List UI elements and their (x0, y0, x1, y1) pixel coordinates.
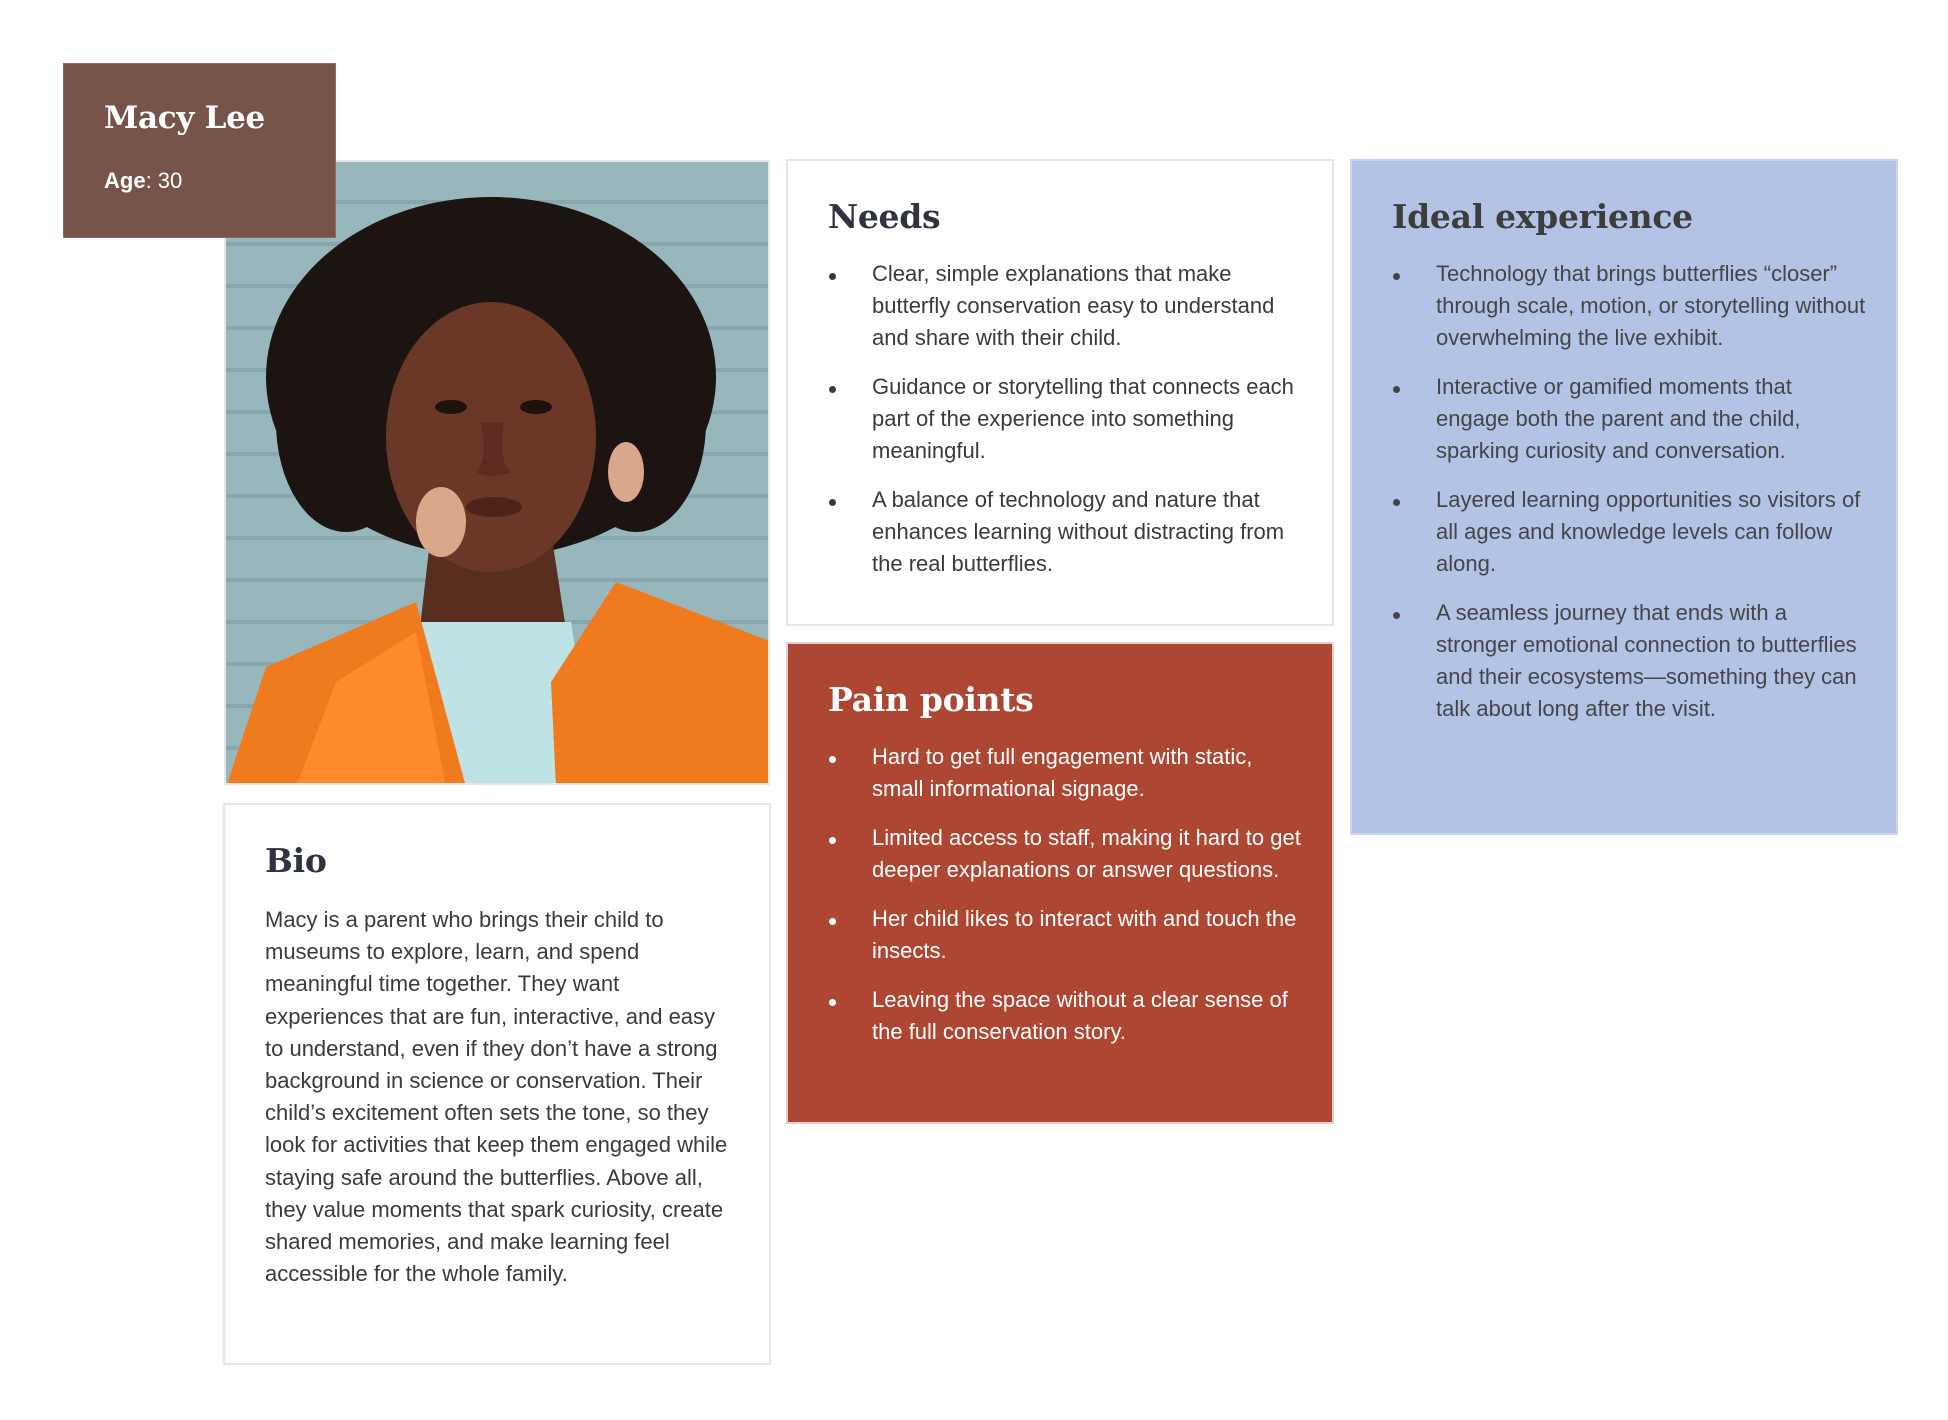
pain-point-item: Limited access to staff, making it hard to get deeper explanations or answer questions. (828, 822, 1302, 886)
age-value: 30 (157, 168, 183, 193)
pain-points-list (828, 741, 1302, 1048)
bio-card (223, 803, 771, 1365)
ideal-experience-card (1350, 159, 1898, 835)
persona-name-card (63, 63, 336, 238)
ideal-experience-heading: Ideal experience (1392, 197, 1693, 236)
ideal-experience-item: Technology that brings butterflies “closer” through scale, motion, or storytelling without overwhelming the live exhibit. (1392, 258, 1866, 354)
needs-heading: Needs (828, 197, 941, 236)
pain-points-heading: Pain points (828, 680, 1034, 719)
pain-point-item: Leaving the space without a clear sense of the full conservation story. (828, 984, 1302, 1048)
ideal-experience-item: Layered learning opportunities so visitors of all ages and knowledge levels can follow along. (1392, 484, 1866, 580)
pain-points-card (786, 642, 1334, 1124)
needs-item: Guidance or storytelling that connects each part of the experience into something meaningful. (828, 371, 1302, 467)
ideal-experience-list (1392, 258, 1866, 725)
persona-age: Age: 30 (104, 168, 183, 193)
age-label: Age (104, 168, 146, 193)
pain-point-item: Hard to get full engagement with static, small informational signage. (828, 741, 1302, 805)
ideal-experience-item: Interactive or gamified moments that engage both the parent and the child, sparking curiosity and conversation. (1392, 371, 1866, 467)
bio-text: Macy is a parent who brings their child to museums to explore, learn, and spend meaningful time together. They want experiences that are fun, interactive, and easy to understand, even if they don’t have a strong background in science or conservation. Their child’s excitement often sets the tone, so they look for activities that keep them engaged while staying safe around the butterflies. Above all, they value moments that spark curiosity, create shared memories, and make learning feel accessible for the whole family. (265, 907, 728, 1287)
persona-name: Macy Lee (104, 100, 265, 136)
ideal-experience-item: A seamless journey that ends with a stronger emotional connection to butterflies and their ecosystems—something they can talk about long after the visit. (1392, 597, 1866, 725)
pain-point-item: Her child likes to interact with and touch the insects. (828, 903, 1302, 967)
persona-photo (224, 160, 770, 785)
bio-heading: Bio (265, 841, 327, 880)
needs-item: A balance of technology and nature that enhances learning without distracting from the real butterflies. (828, 484, 1302, 580)
needs-list (828, 258, 1302, 580)
needs-item: Clear, simple explanations that make butterfly conservation easy to understand and share with their child. (828, 258, 1302, 354)
needs-card (786, 159, 1334, 626)
